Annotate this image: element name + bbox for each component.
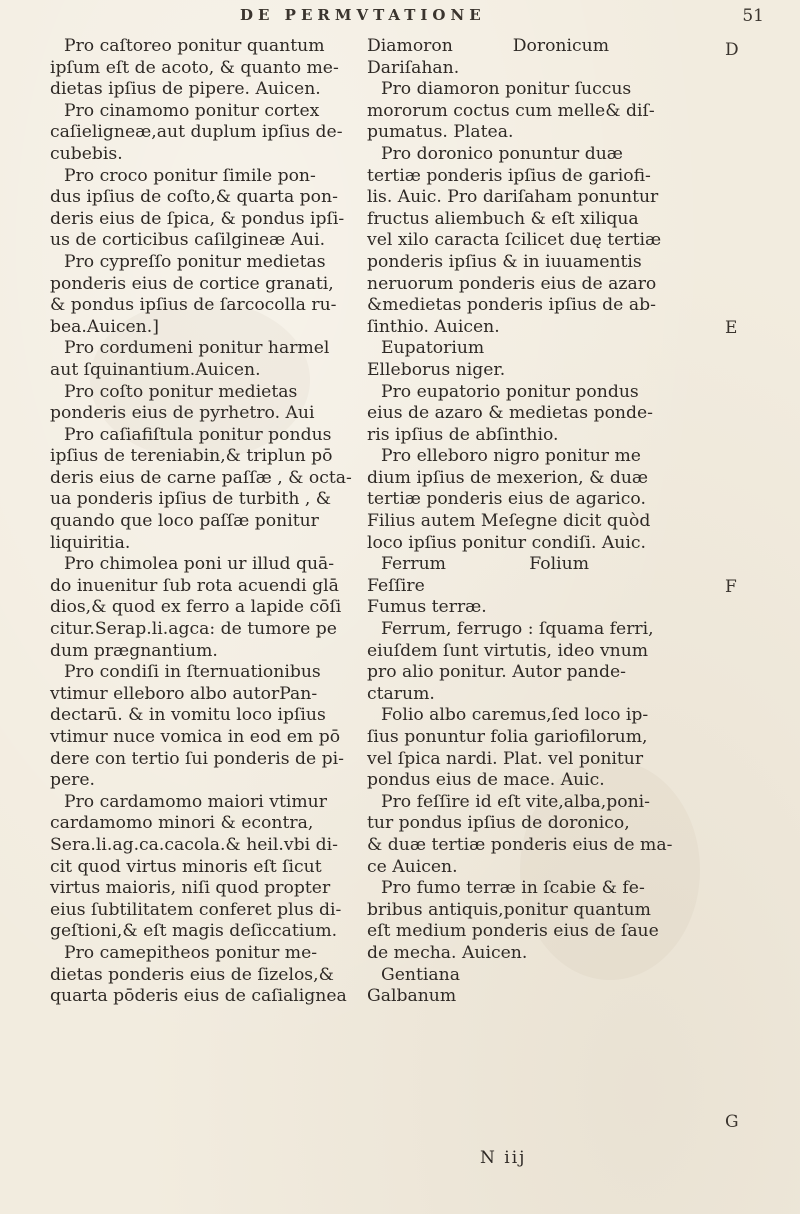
text-line: caſieligneæ,aut duplum ipſius de- [50,122,343,143]
text-line: dum prægnantium. [50,640,218,661]
text-line: cubebis. [50,143,123,164]
text-line: Folio albo caremus,ſed loco ip- [381,705,649,726]
text-line: pondus eius de mace. Auic. [367,770,605,791]
margin-letter-e: E [725,318,738,338]
text-line: neruorum ponderis eius de azaro [367,273,657,294]
text-line: Fumus terræ. [367,597,487,618]
margin-letter-g: G [725,1112,739,1132]
text-line: deris eius de carne paſſæ , & octa- [50,467,352,488]
text-line: tertiæ ponderis eius de agarico. [367,489,646,510]
text-line: lis. Auic. Pro dariſaham ponuntur [367,187,659,208]
running-title: DE PERMVTATIONE [240,6,486,24]
text-line: Pro cordumeni ponitur harmel [64,338,330,359]
text-line: Sera.li.ag.ca.cacola.& heil.vbi di- [50,834,338,855]
text-line: & duæ tertiæ ponderis eius de ma- [367,834,673,855]
text-line: citur.Serap.li.agca: de tumore pe [50,619,337,640]
text-line: vel xilo caracta ſcilicet duę tertiæ [367,230,662,251]
text-line: vtimur nuce vomica in eod em pō [50,727,341,747]
text-line: ſinthio. Auicen. [367,316,500,337]
right-column-text-b [367,575,673,1008]
text-line: Pro cypreſſo ponitur medietas [64,251,326,272]
text-line: pumatus. Platea. [367,122,514,143]
text-line: bea.Auicen.] [50,316,159,337]
text-line: vtimur elleboro albo autorPan- [50,683,318,704]
text-line: Feſſire [367,575,425,596]
text-line: Gentiana [381,964,460,985]
text-line: ipſum eſt de acoto, & quanto me- [50,57,339,78]
text-line: Pro cardamomo maiori vtimur [64,791,327,812]
entry-heading-pair [367,36,669,58]
text-line: mororum coctus cum melle& diſ- [367,100,655,121]
text-line: loco ipſius ponitur condiſi. Auic. [367,532,646,553]
right-column [367,36,673,1008]
text-line: dietas ipſius de pipere. Auicen. [50,79,321,100]
text-line: ponderis ipſius & in iuuamentis [367,251,642,272]
text-line: quarta pōderis eius de caſialignea [50,986,347,1007]
text-line: ua ponderis ipſius de turbith , & [50,489,332,510]
text-line: de mecha. Auicen. [367,942,528,963]
text-line: aut ſquinantium.Auicen. [50,359,261,380]
text-line: Ferrum, ferrugo : ſquama ferri, [381,619,654,640]
text-line: Dariſahan. [367,57,460,78]
right-column-text-a [367,58,669,555]
text-line: bribus antiquis,ponitur quantum [367,899,651,920]
left-column [50,36,350,1008]
text-line: pro alio ponitur. Autor pande- [367,662,626,683]
text-line: Pro eupatorio ponitur pondus [381,381,639,402]
text-line: virtus maioris, niſi quod propter [50,878,331,899]
text-line: ctarum. [367,683,435,704]
entry-heading: Ferrum [381,554,446,575]
text-line: Pro croco ponitur ſimile pon- [64,165,316,186]
signature-mark: N iij [480,1148,527,1168]
text-line: cit quod virtus minoris eſt ſicut [50,856,322,877]
text-line: Eupatorium [381,338,485,359]
text-line: deris eius de ſpica, & pondus ipſi- [50,208,345,229]
text-line: ponderis eius de pyrhetro. Aui [50,403,315,424]
entry-heading-pair [367,554,669,576]
text-line: eius de azaro & medietas ponde- [367,403,653,424]
text-line: Elleborus niger. [367,359,506,380]
text-line: dere con tertio ſui ponderis de pi- [50,748,344,769]
page-number: 51 [742,6,764,26]
text-line: geſtioni,& eſt magis deſiccatium. [50,921,338,942]
text-line: liquiritia. [50,532,131,553]
text-line: Pro caſiafiſtula ponitur pondus [64,424,332,445]
text-line: dios,& quod ex ferro a lapide cōſi [50,597,342,618]
text-line: ris ipſius de abſinthio. [367,424,559,445]
text-line: dietas ponderis eius de ſizelos,& [50,964,334,985]
text-line: Pro condiſi in ſternuationibus [64,662,321,683]
text-line: ce Auicen. [367,856,458,877]
text-line: ponderis eius de cortice granati, [50,273,334,294]
text-line: quando que loco paſſæ ponitur [50,511,319,532]
text-line: Pro cinamomo ponitur cortex [64,100,320,121]
running-head [0,6,800,28]
text-line: Pro elleboro nigro ponitur me [381,446,641,467]
entry-heading: Diamoron [367,36,453,56]
text-line: Filius autem Meſegne dicit quòd [367,511,651,532]
text-line: tur pondus ipſius de doronico, [367,813,630,834]
text-line: & pondus ipſius de ſarcocolla ru- [50,295,337,316]
text-line: Pro camepitheos ponitur me- [64,942,318,963]
text-line: pere. [50,770,96,791]
entry-heading: Folium [529,554,589,575]
text-line: Pro fumo terræ in ſcabie & fe- [381,878,645,899]
text-line: eiuſdem ſunt virtutis, ideo vnum [367,640,649,661]
text-line: dium ipſius de mexerion, & duæ [367,467,649,488]
text-line: Pro caſtoreo ponitur quantum [64,36,325,56]
text-line: dectarū. & in vomitu loco ipſius [50,705,326,726]
text-line: &medietas ponderis ipſius de ab- [367,295,656,316]
text-line: Pro feſſire id eſt vite,alba,poni- [381,791,650,812]
text-line: tertiæ ponderis ipſius de gariofi- [367,165,651,186]
text-line: Galbanum [367,986,457,1007]
text-line: fructus aliembuch & eſt xiliqua [367,208,639,229]
margin-letter-d: D [725,40,739,60]
text-line: do inuenitur ſub rota acuendi glā [50,575,339,596]
text-line: ſius ponuntur folia gariofilorum, [367,727,648,747]
margin-letter-f: F [725,577,737,597]
text-line: Pro chimolea poni ur illud quā- [64,554,335,575]
text-line: Pro coſto ponitur medietas [64,381,298,402]
text-line: eſt medium ponderis eius de ſaue [367,921,659,942]
text-line: Pro diamoron ponitur ſuccus [381,79,632,100]
text-line: ipſius de tereniabin,& triplun pō [50,446,333,467]
entry-heading: Doronicum [512,36,609,56]
text-line: us de corticibus caſilgineæ Aui. [50,230,326,251]
text-line: vel ſpica nardi. Plat. vel ponitur [367,748,644,769]
text-line: dus ipſius de coſto,& quarta pon- [50,187,338,208]
text-line: Pro doronico ponuntur duæ [381,143,623,164]
text-line: eius ſubtilitatem conferet plus di- [50,899,342,920]
text-line: cardamomo minori & econtra, [50,813,314,834]
